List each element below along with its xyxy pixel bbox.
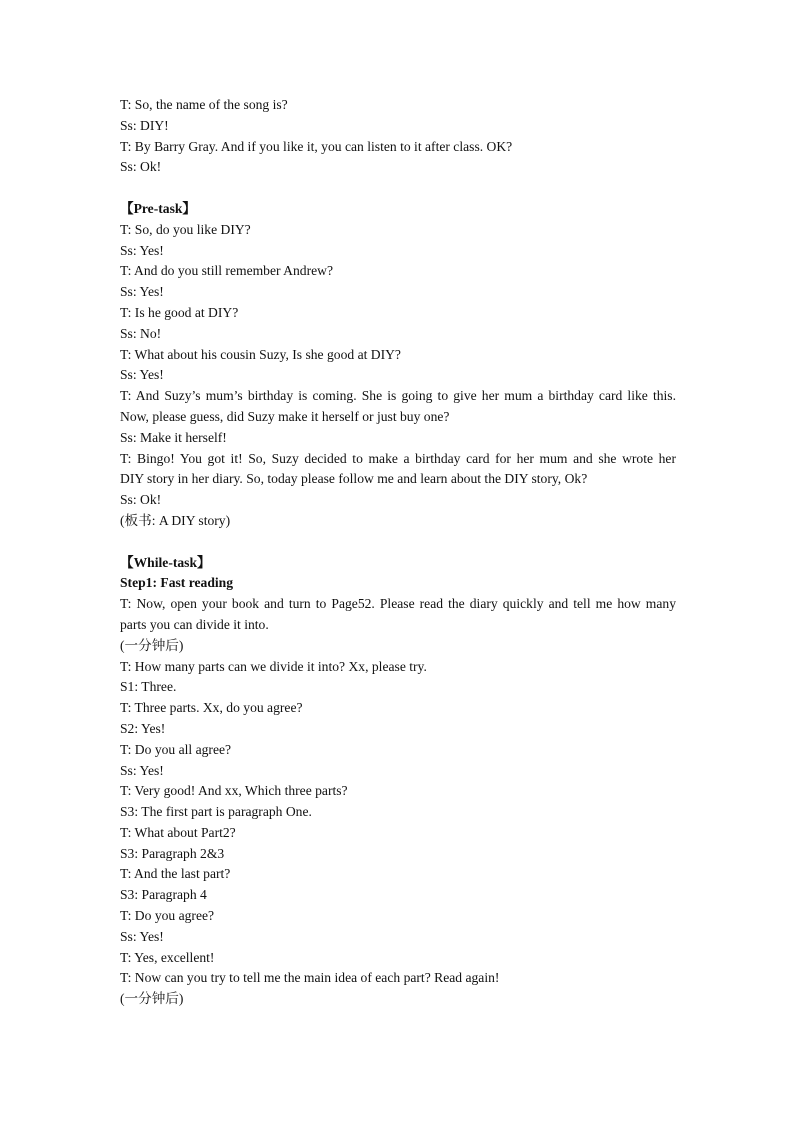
dialogue-line: T: And the last part?	[120, 866, 231, 882]
dialogue-line: Ss: Ok!	[120, 492, 162, 508]
dialogue-line: Ss: Ok!	[120, 159, 162, 175]
dialogue-line: Ss: No!	[120, 325, 162, 341]
dialogue-line: S3: Paragraph 4	[120, 887, 207, 903]
dialogue-line: T: And do you still remember Andrew?	[120, 263, 334, 279]
dialogue-line: Ss: Yes!	[120, 928, 164, 944]
dialogue-line: DIY story in her diary. So, today please follow me and learn about the DIY story, Ok?	[120, 471, 588, 487]
dialogue-line: T: Do you all agree?	[120, 741, 232, 757]
dialogue-line: S2: Yes!	[120, 720, 166, 736]
document-body	[120, 95, 676, 1010]
dialogue-line: T: Bingo! You got it! So, Suzy decided to make a birthday card for her mum and she wrote her	[120, 450, 676, 466]
dialogue-line: T: What about Part2?	[120, 824, 236, 840]
time-note: (一分钟后)	[120, 991, 184, 1007]
dialogue-line: Ss: Yes!	[120, 762, 164, 778]
dialogue-line: T: Three parts. Xx, do you agree?	[120, 700, 303, 716]
dialogue-line: T: Very good! And xx, Which three parts?	[120, 783, 348, 799]
board-note: (板书: A DIY story)	[120, 512, 231, 528]
dialogue-line: T: And Suzy’s mum’s birthday is coming. She is going to give her mum a birthday card like this.	[120, 388, 676, 404]
blank-line	[120, 178, 676, 199]
dialogue-line: Ss: Yes!	[120, 242, 164, 258]
dialogue-line: T: So, do you like DIY?	[120, 221, 251, 237]
dialogue-line: T: What about his cousin Suzy, Is she good at DIY?	[120, 346, 401, 362]
dialogue-line: Ss: DIY!	[120, 117, 169, 133]
time-note: (一分钟后)	[120, 637, 184, 653]
dialogue-line: S1: Three.	[120, 679, 177, 695]
dialogue-line: T: Now, open your book and turn to Page52. Please read the diary quickly and tell me how many	[120, 596, 676, 612]
dialogue-line: Ss: Make it herself!	[120, 429, 227, 445]
dialogue-line: T: Now can you try to tell me the main idea of each part? Read again!	[120, 970, 500, 986]
dialogue-line: Now, please guess, did Suzy make it herself or just buy one?	[120, 408, 450, 424]
section-heading-pre-task: 【Pre-task】	[120, 200, 197, 216]
dialogue-line: S3: The first part is paragraph One.	[120, 804, 312, 820]
dialogue-line: T: Is he good at DIY?	[120, 304, 239, 320]
dialogue-line: Ss: Yes!	[120, 284, 164, 300]
dialogue-line: T: How many parts can we divide it into? Xx, please try.	[120, 658, 427, 674]
dialogue-line: parts you can divide it into.	[120, 616, 269, 632]
dialogue-line: T: Yes, excellent!	[120, 949, 215, 965]
dialogue-line: S3: Paragraph 2&3	[120, 845, 225, 861]
blank-line	[120, 532, 676, 553]
step-heading: Step1: Fast reading	[120, 575, 234, 591]
dialogue-line: T: So, the name of the song is?	[120, 97, 288, 112]
dialogue-line: T: By Barry Gray. And if you like it, you can listen to it after class. OK?	[120, 138, 513, 154]
section-heading-while-task: 【While-task】	[120, 554, 211, 570]
dialogue-line: T: Do you agree?	[120, 908, 215, 924]
dialogue-line: Ss: Yes!	[120, 367, 164, 383]
